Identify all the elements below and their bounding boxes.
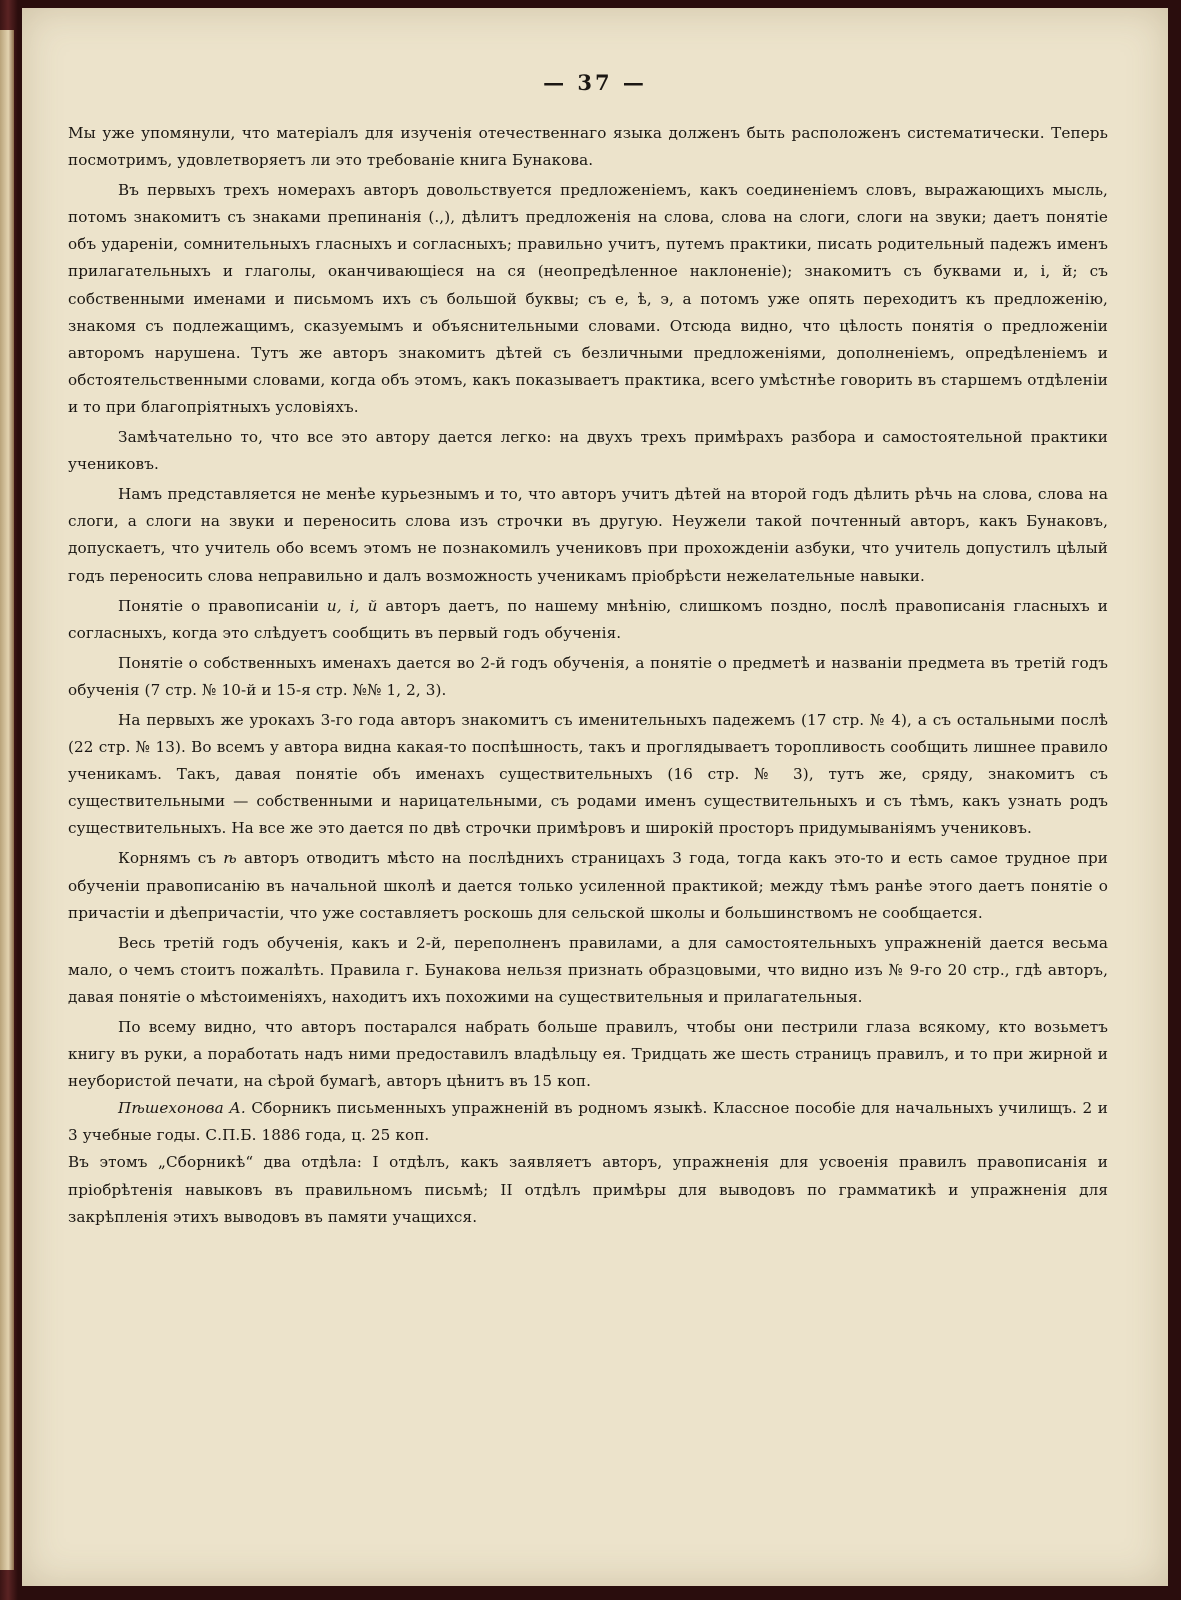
paragraph-text: авторъ отводитъ мѣсто на послѣднихъ страницахъ 3 года, тогда какъ это-то и есть самое трудное при обученіи правописанію въ начальной школѣ и дается только усиленной практикой; между тѣмъ ранѣе этого даетъ понятіе о причастіи и дѣепричастіи, что уже составляетъ роскошь для сельской школы и большинствомъ не сообщается.: [68, 849, 1108, 922]
page-body: [68, 120, 1108, 1231]
bibliography-entry: [68, 1095, 1108, 1149]
paragraph: Понятіе о собственныхъ именахъ дается во 2-й годъ обученія, а понятіе о предметѣ и названіи предмета въ третій годъ обученія (7 стр. № 10-й и 15-я стр. №№ 1, 2, 3).: [68, 653, 1108, 699]
paragraph-text: Понятіе о правописаніи: [118, 596, 327, 615]
paragraph: Намъ представляется не менѣе курьезнымъ и то, что авторъ учитъ дѣтей на второй годъ дѣлить рѣчь на слова, слова на слоги, а слоги на звуки и переносить слова изъ строчки въ другую. Неужели такой почтенный авторъ, какъ Бунаковъ, допускаетъ, что учитель обо всемъ этомъ не познакомилъ учениковъ при прохожденіи азбуки, что учитель допустилъ цѣлый годъ переносить слова неправильно и далъ возможность ученикамъ пріобрѣсти нежелательные навыки.: [68, 485, 1108, 585]
paragraph-text: Корнямъ съ: [118, 849, 224, 868]
book-page: [22, 8, 1168, 1586]
paragraph: [68, 845, 1108, 926]
paragraph: Мы уже упомянули, что матеріалъ для изученія отечественнаго языка долженъ быть расположенъ систематически. Теперь посмотримъ, удовлетворяетъ ли это требованіе книга Бунакова.: [68, 124, 1108, 170]
paragraph-text: авторъ даетъ, по нашему мнѣнію, слишкомъ поздно, послѣ правописанія гласныхъ и согласныхъ, когда это слѣдуетъ сообщить въ первый годъ обученія.: [68, 596, 1108, 642]
paragraph: Весь третій годъ обученія, какъ и 2-й, переполненъ правилами, а для самостоятельныхъ упражненій дается весьма мало, о чемъ стоитъ пожалѣть. Правила г. Бунакова нельзя признать образцовыми, что видно изъ № 9-го 20 стр., гдѣ авторъ, давая понятіе о мѣстоименіяхъ, находитъ ихъ похожими на существительныя и прилагательныя.: [68, 933, 1108, 1006]
italic-letters: и, і, й: [326, 596, 378, 615]
author-name: Пѣшехонова А.: [118, 1099, 246, 1118]
paragraph: [68, 593, 1108, 647]
bibliography-text: Сборникъ письменныхъ упражненій въ родномъ языкѣ. Классное пособіе для начальныхъ училищъ. 2 и 3 учебные годы. С.П.Б. 1886 года, ц. 25 коп.: [68, 1099, 1108, 1145]
paragraph: На первыхъ же урокахъ 3-го года авторъ знакомитъ съ именительныхъ падежемъ (17 стр. № 4), а съ остальными послѣ (22 стр. № 13). Во всемъ у автора видна какая-то поспѣшность, такъ и проглядываетъ торопливость сообщить лишнее правило ученикамъ. Такъ, давая понятіе объ именахъ существительныхъ (16 стр. № 3), тутъ же, сряду, знакомитъ съ существительными — собственными и нарицательными, съ родами именъ существительныхъ и съ тѣмъ, какъ узнать родъ существительныхъ. На все же это дается по двѣ строчки примѣровъ и широкій просторъ придумываніямъ учениковъ.: [68, 710, 1108, 838]
italic-letters: ѣ: [223, 849, 237, 868]
paragraph: По всему видно, что авторъ постарался набрать больше правилъ, чтобы они пестрили глаза всякому, кто возьметъ книгу въ руки, а поработать надъ ними предоставилъ владѣльцу ея. Тридцать же шесть страницъ правилъ, и то при жирной и неубористой печати, на сѣрой бумагѣ, авторъ цѣнитъ въ 15 коп.: [68, 1018, 1108, 1091]
paragraph: Замѣчательно то, что все это автору дается легко: на двухъ трехъ примѣрахъ разбора и самостоятельной практики учениковъ.: [68, 428, 1108, 474]
previous-page-edge: [0, 30, 14, 1570]
paragraph: Въ первыхъ трехъ номерахъ авторъ довольствуется предложеніемъ, какъ соединеніемъ словъ, выражающихъ мысль, потомъ знакомитъ съ знаками препинанія (.,), дѣлитъ предложенія на слова, слова на слоги, слоги на звуки; даетъ понятіе объ удареніи, сомнительныхъ гласныхъ и согласныхъ; правильно учитъ, путемъ практики, писать родительный падежъ именъ прилагательныхъ и глаголы, оканчивающіеся на ся (неопредѣленное наклоненіе); знакомитъ съ буквами и, і, й; съ собственными именами и письмомъ ихъ съ большой буквы; съ е, ѣ, э, а потомъ уже опять переходитъ къ предложенію, знакомя съ подлежащимъ, сказуемымъ и объяснительными словами. Отсюда видно, что цѣлость понятія о предложеніи авторомъ нарушена. Тутъ же авторъ знакомитъ дѣтей съ безличными предложеніями, дополненіемъ, опредѣленіемъ и обстоятельственными словами, когда объ этомъ, какъ показываетъ практика, всего умѣстнѣе говорить въ старшемъ отдѣленіи и то при благопріятныхъ условіяхъ.: [68, 181, 1108, 416]
paragraph: Въ этомъ „Сборникѣ“ два отдѣла: I отдѣлъ, какъ заявляетъ авторъ, упражненія для усвоенія правилъ правописанія и пріобрѣтенія навыковъ въ правильномъ письмѣ; II отдѣлъ примѣры для выводовъ по грамматикѣ и упражненія для закрѣпленія этихъ выводовъ въ памяти учащихся.: [68, 1153, 1108, 1226]
page-number: — 37 —: [543, 70, 647, 95]
